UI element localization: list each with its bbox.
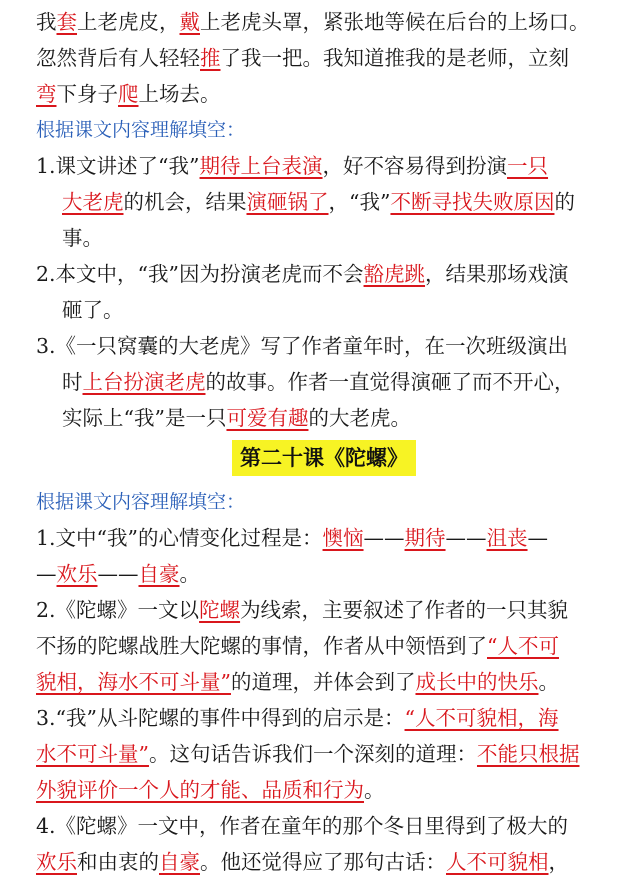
answer: “人不可 bbox=[487, 634, 559, 658]
answer: 推 bbox=[200, 46, 221, 70]
answer: 期待 bbox=[404, 526, 446, 550]
l2-question-2-line-3: 貌相，海水不可斗量”的道理，并体会到了成长中的快乐。 bbox=[36, 670, 559, 694]
answer: 懊恼 bbox=[322, 526, 364, 550]
answer: 水不可斗量” bbox=[36, 742, 149, 766]
answer: 弯 bbox=[36, 82, 57, 106]
answer: 一只 bbox=[507, 154, 549, 178]
answer: “人不可貌相，海 bbox=[404, 706, 559, 730]
answer: 自豪 bbox=[159, 850, 200, 874]
answer: 豁虎跳 bbox=[363, 262, 426, 286]
passage-line-2: 忽然背后有人轻轻推了我一把。我知道推我的是老师，立刻 bbox=[36, 46, 569, 70]
answer: 不能只根据 bbox=[476, 742, 580, 766]
question-3-line-2: 时上台扮演老虎的故事。作者一直觉得演砸了而不开心， bbox=[62, 370, 575, 394]
l2-question-3-line-2: 水不可斗量”。这句话告诉我们一个深刻的道理：不能只根据 bbox=[36, 742, 580, 766]
answer: 套 bbox=[56, 10, 77, 34]
lesson-title-row bbox=[36, 440, 612, 480]
question-1-line-2: 大老虎的机会，结果演砸锅了，“我”不断寻找失败原因的 bbox=[62, 190, 575, 214]
l2-question-3-line-1: 3.“我”从斗陀螺的事件中得到的启示是：“人不可貌相，海 bbox=[36, 706, 559, 730]
question-1-line-3: 事。 bbox=[62, 226, 103, 250]
question-2-line-2: 砸了。 bbox=[62, 298, 124, 322]
answer: 陀螺 bbox=[199, 598, 241, 622]
answer: 成长中的快乐 bbox=[415, 670, 539, 694]
question-3-line-1: 3.《一只窝囊的大老虎》写了作者童年时，在一次班级演出 bbox=[36, 334, 569, 358]
l2-question-1-line-1: 1.文中“我”的心情变化过程是：懊恼——期待——沮丧— bbox=[36, 526, 549, 550]
answer: 沮丧 bbox=[486, 526, 528, 550]
answer: 可爱有趣 bbox=[226, 406, 309, 430]
l2-question-1-line-2: —欢乐——自豪。 bbox=[36, 562, 200, 586]
answer: 人不可貌相 bbox=[446, 850, 549, 874]
passage-line-1: 我套上老虎皮，戴上老虎头罩，紧张地等候在后台的上场口。 bbox=[36, 10, 590, 34]
answer: 演砸锅了 bbox=[246, 190, 329, 214]
l2-question-4-line-1: 4.《陀螺》一文中，作者在童年的那个冬日里得到了极大的 bbox=[36, 814, 569, 838]
answer: 爬 bbox=[118, 82, 139, 106]
answer: 貌相，海水不可斗量” bbox=[36, 670, 231, 694]
l2-question-3-line-3: 外貌评价一个人的才能、品质和行为。 bbox=[36, 778, 385, 802]
answer: 不断寻找失败原因 bbox=[390, 190, 555, 214]
answer: 自豪 bbox=[138, 562, 180, 586]
instruction-2: 根据课文内容理解填空： bbox=[36, 491, 246, 513]
answer: 期待上台表演 bbox=[199, 154, 323, 178]
instruction-1: 根据课文内容理解填空： bbox=[36, 119, 246, 141]
passage-line-3: 弯下身子爬上场去。 bbox=[36, 82, 221, 106]
answer: 外貌评价一个人的才能、品质和行为 bbox=[36, 778, 364, 802]
l2-question-4-line-2: 欢乐和由衷的自豪。他还觉得应了那句古话：人不可貌相， bbox=[36, 850, 569, 874]
answer: 上台扮演老虎 bbox=[82, 370, 206, 394]
answer: 大老虎 bbox=[62, 190, 124, 214]
answer: 戴 bbox=[179, 10, 200, 34]
question-1-line-1: 1.课文讲述了“我”期待上台表演，好不容易得到扮演一只 bbox=[36, 154, 549, 178]
l2-question-2-line-2: 不扬的陀螺战胜大陀螺的事情，作者从中领悟到了“人不可 bbox=[36, 634, 559, 658]
question-3-line-3: 实际上“我”是一只可爱有趣的大老虎。 bbox=[62, 406, 411, 430]
lesson-title: 第二十课《陀螺》 bbox=[232, 440, 416, 476]
question-2-line-1: 2.本文中，“我”因为扮演老虎而不会豁虎跳，结果那场戏演 bbox=[36, 262, 569, 286]
answer: 欢乐 bbox=[36, 850, 77, 874]
answer: 欢乐 bbox=[56, 562, 98, 586]
l2-question-2-line-1: 2.《陀螺》一文以陀螺为线索，主要叙述了作者的一只其貌 bbox=[36, 598, 569, 622]
